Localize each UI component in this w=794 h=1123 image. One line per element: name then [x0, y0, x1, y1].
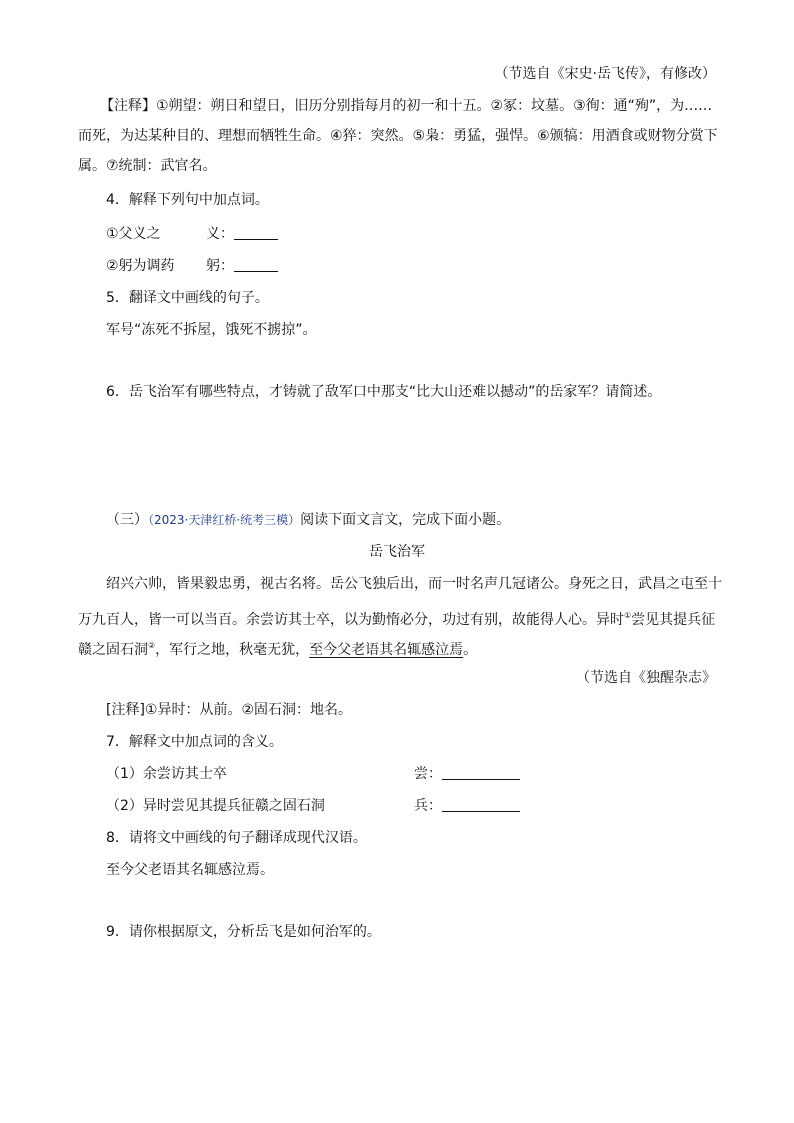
q4-item1-blank[interactable]	[234, 225, 278, 240]
section-3-heading	[106, 510, 510, 530]
question-6-stem: 6．岳飞治军有哪些特点，才铸就了敌军口中那支“比大山还难以撼动”的岳家军？请简述。	[106, 384, 662, 400]
passage-line-1: 绍兴六帅，皆果毅忠勇，视古名将。岳公飞独后出，而一时名声几冠诸公。身死之日，武昌之屯至十	[106, 576, 722, 592]
q4-item2-text: ②躬为调药	[106, 258, 175, 274]
passage-3-annotation: [注释]①异时：从前。②固石洞：地名。	[106, 702, 353, 718]
passage-line-3-end: 。	[463, 642, 478, 658]
section-3-prefix: （三）	[106, 512, 148, 528]
q7-item1-blank[interactable]	[442, 765, 520, 780]
passage-line-3-a: 赣之固石洞	[78, 642, 148, 658]
annotation-line-1: 【注释】①朔望：朔日和望日，旧历分别指每月的初一和十五。②冢：坟墓。③徇：通“殉”，为……	[100, 98, 713, 114]
footnote-marker-2: ②	[148, 641, 156, 650]
q7-item2-label: 兵：	[414, 798, 442, 814]
section-3-source: （2023·天津红桥·统考三模）	[148, 513, 301, 527]
section-3-instruction: 阅读下面文言文，完成下面小题。	[300, 512, 511, 528]
footnote-marker-1: ①	[624, 611, 632, 620]
passage-line-2	[78, 606, 715, 630]
question-4-item-1-answer	[206, 224, 278, 244]
question-8-sentence: 至今父老语其名辄感泣焉。	[106, 862, 274, 878]
question-7-stem: 7．解释文中加点词的含义。	[106, 734, 283, 750]
q7-item2-blank[interactable]	[442, 797, 520, 812]
q4-item2-blank[interactable]	[234, 257, 278, 272]
question-4-item-2-answer	[206, 256, 278, 276]
passage-line-3	[78, 636, 477, 660]
source-citation-2: （节选自《独醒杂志》	[576, 670, 716, 686]
annotation-line-3: 属。⑦统制：武官名。	[78, 158, 217, 174]
q4-item1-text: ①父义之	[106, 226, 161, 242]
question-4-item-2	[106, 256, 175, 276]
source-citation-1: （节选自《宋史·岳飞传》，有修改）	[494, 66, 716, 82]
q7-item1-label: 尝：	[414, 766, 442, 782]
question-7-item-1-answer	[414, 764, 520, 784]
q4-item2-label: 躬：	[206, 258, 234, 274]
passage-line-2-main: 万九百人，皆一可以当百。余尝访其士卒，以为勤惰必分，功过有别，故能得人心。异时	[78, 612, 624, 628]
question-7-item-1: （1）余尝访其士卒	[106, 766, 227, 782]
question-5-stem: 5．翻译文中画线的句子。	[106, 290, 269, 306]
q4-item1-label: 义：	[206, 226, 234, 242]
underlined-sentence: 至今父老语其名辄感泣焉	[309, 642, 464, 658]
passage-title: 岳飞治军	[369, 544, 425, 560]
question-5-sentence: 军号“冻死不拆屋，饿死不掳掠”。	[106, 322, 317, 338]
question-7-item-2-answer	[414, 796, 520, 816]
passage-line-2-tail: 尝见其提兵征	[631, 612, 716, 628]
question-4-stem: 4．解释下列句中加点词。	[106, 192, 269, 208]
annotation-line-2: 而死，为达某种目的、理想而牺牲生命。④猝：突然。⑤枭：勇猛，强悍。⑥颁犒：用酒食或财物分赏下	[78, 128, 718, 144]
passage-line-3-b: ，军行之地，秋毫无犹，	[155, 642, 310, 658]
question-7-item-2: （2）异时尝见其提兵征赣之固石洞	[106, 798, 325, 814]
question-4-item-1	[106, 224, 161, 244]
question-9-stem: 9．请你根据原文，分析岳飞是如何治军的。	[106, 924, 381, 940]
question-8-stem: 8．请将文中画线的句子翻译成现代汉语。	[106, 830, 367, 846]
